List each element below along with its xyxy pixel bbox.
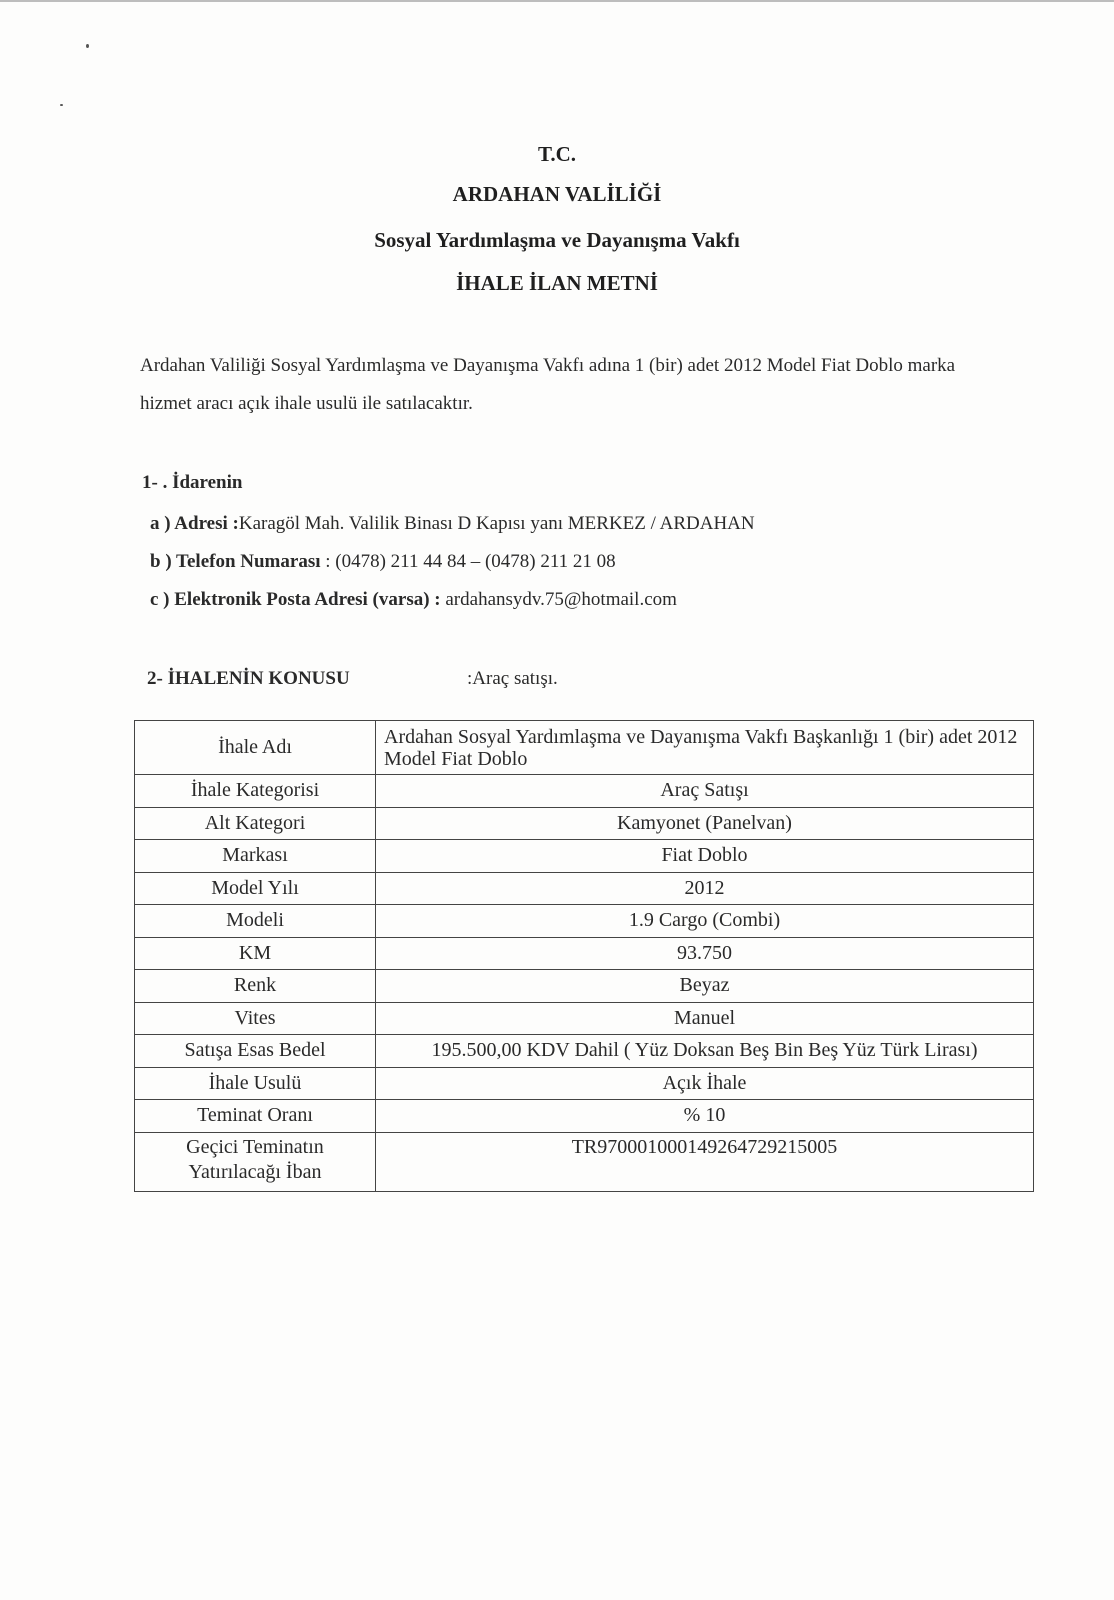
row-value: Araç Satışı [376, 775, 1034, 808]
table-row [135, 1132, 1034, 1191]
row-value: 93.750 [376, 937, 1034, 970]
page-top-edge [0, 0, 1114, 2]
row-value: TR970001000149264729215005 [376, 1132, 1034, 1191]
header-tc: T.C. [537, 142, 577, 166]
table-row [135, 840, 1034, 873]
row-label: Teminat Oranı [135, 1100, 376, 1133]
row-label: KM [135, 937, 376, 970]
tender-details-table [134, 720, 1034, 1192]
row-label: Model Yılı [135, 872, 376, 905]
row-value: Kamyonet (Panelvan) [376, 807, 1034, 840]
email-label: c ) Elektronik Posta Adresi (varsa) : [150, 589, 441, 610]
row-label: Satışa Esas Bedel [135, 1035, 376, 1068]
row-label: Geçici Teminatın Yatırılacağı İban [135, 1132, 376, 1191]
phone-value: : (0478) 211 44 84 – (0478) 211 21 08 [320, 551, 616, 572]
header-announcement-title: İHALE İLAN METNİ [456, 271, 658, 295]
row-value: 195.500,00 KDV Dahil ( Yüz Doksan Beş Bin Beş Yüz Türk Lirası) [376, 1035, 1034, 1068]
email-line [150, 589, 677, 611]
table-row [135, 775, 1034, 808]
row-label: İhale Adı [135, 721, 376, 775]
row-label: Alt Kategori [135, 807, 376, 840]
address-label: a ) Adresi : [150, 513, 239, 534]
section1-title: 1- . İdarenin [142, 472, 243, 493]
header-foundation: Sosyal Yardımlaşma ve Dayanışma Vakfı [374, 228, 740, 252]
row-value: Ardahan Sosyal Yardımlaşma ve Dayanışma Vakfı Başkanlığı 1 (bir) adet 2012 Model Fiat Doblo [376, 721, 1034, 775]
row-label: Renk [135, 970, 376, 1003]
section2-value: :Araç satışı. [467, 668, 558, 689]
intro-paragraph: Ardahan Valiliği Sosyal Yardımlaşma ve Dayanışma Vakfı adına 1 (bir) adet 2012 Model Fiat Doblo marka hizmet aracı açık ihale usulü ile satılacaktır. [140, 355, 956, 414]
scan-speck [86, 44, 89, 48]
row-value: Manuel [376, 1002, 1034, 1035]
row-label: İhale Kategorisi [135, 775, 376, 808]
phone-label: b ) Telefon Numarası [150, 551, 321, 572]
table-row [135, 1035, 1034, 1068]
header-governorship: ARDAHAN VALİLİĞİ [452, 182, 662, 206]
scan-speck [60, 104, 63, 106]
row-label: Vites [135, 1002, 376, 1035]
row-label: Modeli [135, 905, 376, 938]
row-value: % 10 [376, 1100, 1034, 1133]
email-value: ardahansydv.75@hotmail.com [440, 589, 677, 610]
address-line [150, 513, 755, 535]
table-row [135, 937, 1034, 970]
row-value: 2012 [376, 872, 1034, 905]
table-row [135, 1100, 1034, 1133]
row-value: Beyaz [376, 970, 1034, 1003]
table-row [135, 1067, 1034, 1100]
section2-title-text: 2- İHALENİN KONUSU [147, 668, 350, 689]
table-row [135, 807, 1034, 840]
address-value: Karagöl Mah. Valilik Binası D Kapısı yanı MERKEZ / ARDAHAN [238, 513, 755, 534]
table-row [135, 721, 1034, 775]
row-value: Fiat Doblo [376, 840, 1034, 873]
table-row [135, 970, 1034, 1003]
table-row [135, 1002, 1034, 1035]
section2-title [147, 668, 350, 690]
table-row [135, 905, 1034, 938]
row-value: Açık İhale [376, 1067, 1034, 1100]
table-row [135, 872, 1034, 905]
row-value: 1.9 Cargo (Combi) [376, 905, 1034, 938]
row-label: İhale Usulü [135, 1067, 376, 1100]
row-label: Markası [135, 840, 376, 873]
phone-line [150, 551, 616, 573]
